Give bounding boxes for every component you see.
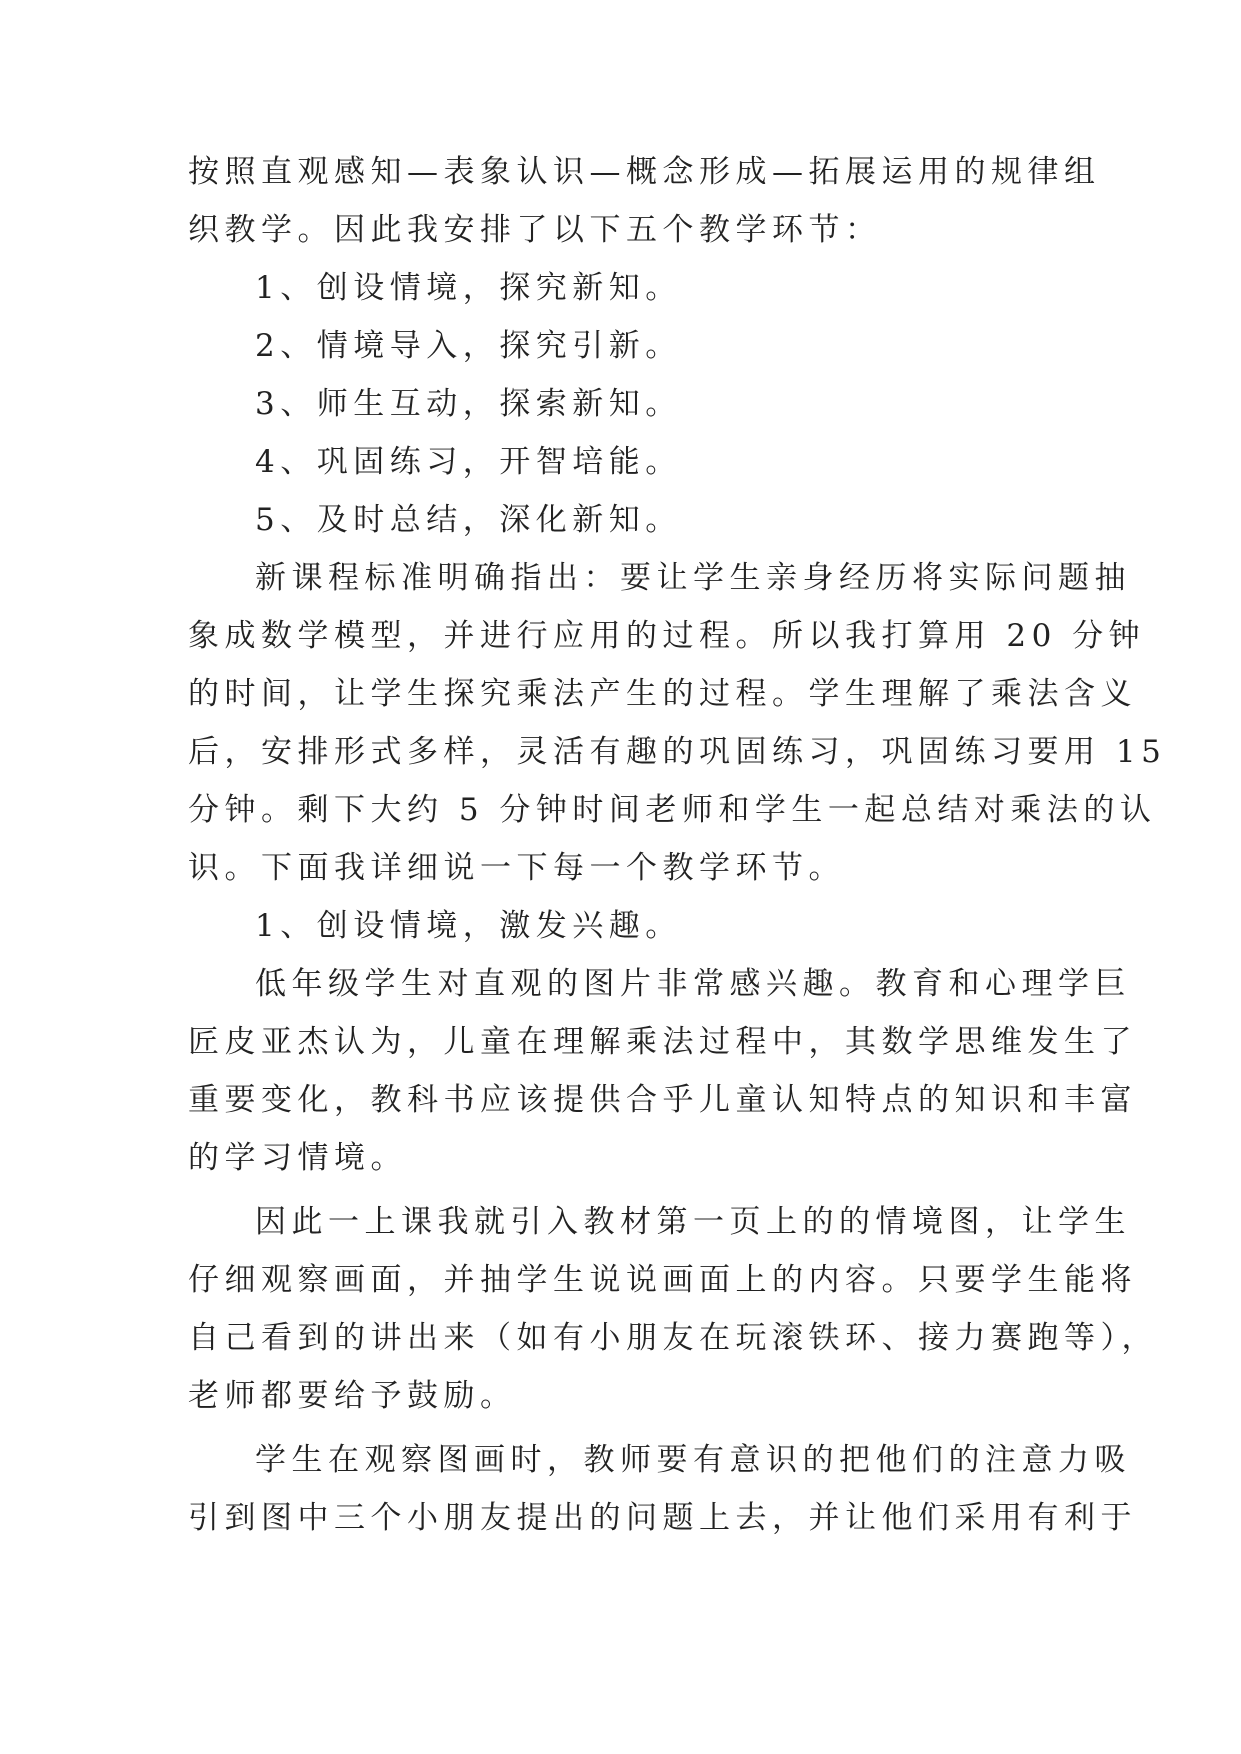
text-line: 低年级学生对直观的图片非常感兴趣。教育和心理学巨 [255,966,1131,1002]
text-line: 引到图中三个小朋友提出的问题上去，并让他们采用有利于 [188,1500,1137,1536]
text-line: 自己看到的讲出来（如有小朋友在玩滚铁环、接力赛跑等）， [188,1320,1158,1356]
text-line: 的学习情境。 [188,1140,407,1176]
list-item: 1、创设情境，探究新知。 [255,270,682,306]
text-line: 后，安排形式多样，灵活有趣的巩固练习，巩固练习要用 15 [188,734,1167,770]
text-line: 按照直观感知—表象认识—概念形成—拓展运用的规律组 [188,154,1101,190]
text-line: 仔细观察画面，并抽学生说说画面上的内容。只要学生能将 [188,1262,1137,1298]
text-line: 学生在观察图画时，教师要有意识的把他们的注意力吸 [255,1442,1131,1478]
text-line: 重要变化，教科书应该提供合乎儿童认知特点的知识和丰富 [188,1082,1137,1118]
text-line: 新课程标准明确指出：要让学生亲身经历将实际问题抽 [255,560,1131,596]
text-line: 分钟。剩下大约 5 分钟时间老师和学生一起总结对乘法的认 [188,792,1157,828]
text-line: 老师都要给予鼓励。 [188,1378,517,1414]
text-line: 匠皮亚杰认为，儿童在理解乘法过程中，其数学思维发生了 [188,1024,1137,1060]
text-line: 的时间，让学生探究乘法产生的过程。学生理解了乘法含义 [188,676,1137,712]
list-item: 4、巩固练习，开智培能。 [255,444,682,480]
text-line: 因此一上课我就引入教材第一页上的的情境图，让学生 [255,1204,1131,1240]
text-line: 织教学。因此我安排了以下五个教学环节： [188,212,882,248]
text-line: 象成数学模型，并进行应用的过程。所以我打算用 20 分钟 [188,618,1146,654]
list-item: 3、师生互动，探索新知。 [255,386,682,422]
list-item: 2、情境导入，探究引新。 [255,328,682,364]
list-item: 5、及时总结，深化新知。 [255,502,682,538]
text-line: 识。下面我详细说一下每一个教学环节。 [188,850,845,886]
section-heading: 1、创设情境，激发兴趣。 [255,908,682,944]
